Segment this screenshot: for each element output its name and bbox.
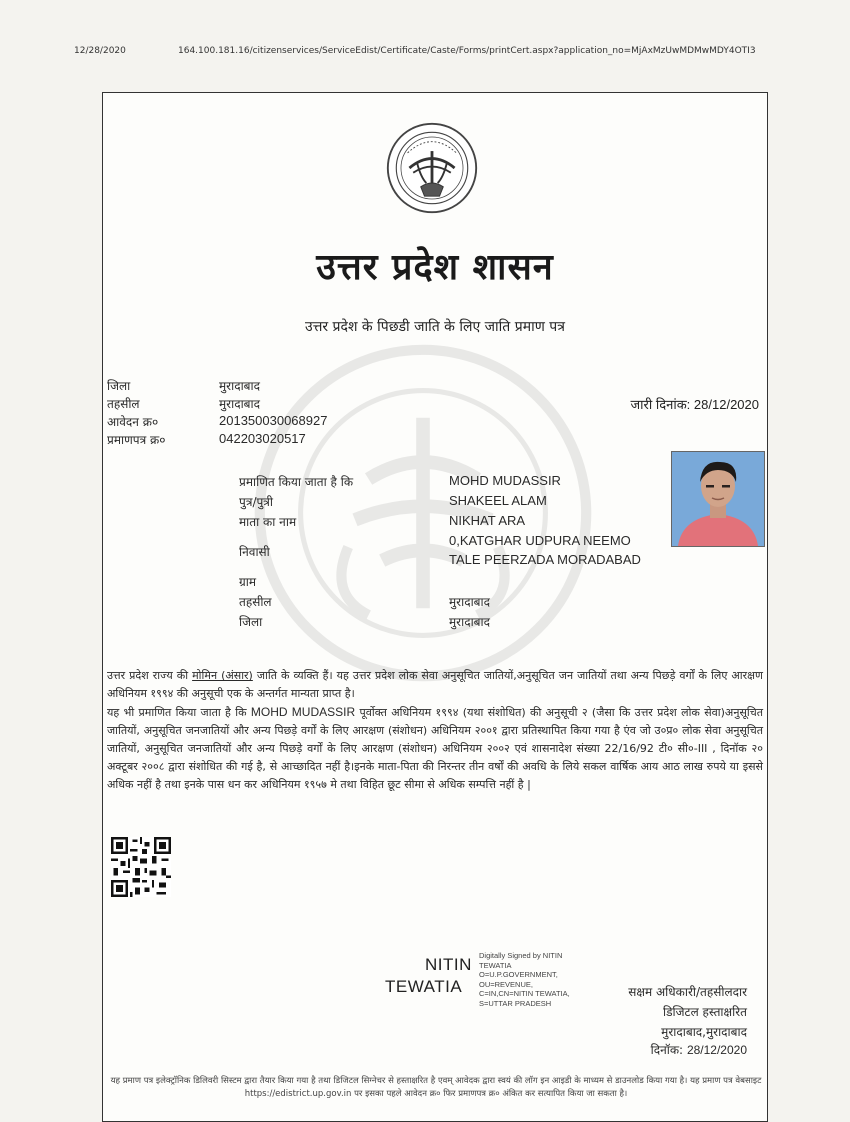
- body-p1-start: उत्तर प्रदेश राज्य की: [107, 669, 193, 682]
- body-applicant-name: MOHD MUDASSIR: [250, 705, 356, 719]
- tehsil-value: मुरादाबाद: [219, 397, 261, 411]
- address-line2: TALE PEERZADA MORADABAD: [449, 552, 641, 567]
- authority-date-label: दिनॉक:: [650, 1043, 684, 1057]
- district-label: जिला: [107, 379, 131, 393]
- father-name: SHAKEEL ALAM: [449, 493, 547, 508]
- issue-date: [631, 395, 759, 413]
- up-emblem-icon: [385, 121, 479, 215]
- print-date: 12/28/2020: [74, 46, 126, 56]
- mother-label: माता का नाम: [239, 515, 297, 529]
- signer-name-line1: NITIN: [425, 955, 472, 974]
- issue-date-label: जारी दिनांक:: [630, 397, 691, 412]
- district-label-2: जिला: [239, 615, 263, 629]
- authority-designation: सक्षम अधिकारी/तहसीलदार: [628, 985, 747, 999]
- address-line1: 0,KATGHAR UDPURA NEEMO: [449, 533, 631, 548]
- tehsil-value-2: मुरादाबाद: [449, 595, 491, 609]
- government-title: उत्तर प्रदेश शासन: [316, 247, 554, 288]
- body-paragraph-2: [107, 703, 763, 794]
- district-value-2: मुरादाबाद: [449, 615, 491, 629]
- certified-label: प्रमाणित किया जाता है कि: [239, 475, 354, 489]
- certificate-no-label: प्रमाणपत्र क्र०: [107, 433, 166, 447]
- applicant-photo: [671, 451, 765, 547]
- body-p2-start: यह भी प्रमाणित किया जाता है कि: [107, 706, 251, 719]
- resident-label: निवासी: [239, 545, 270, 559]
- certificate: [102, 92, 768, 1122]
- issue-date-value: 28/12/2020: [693, 397, 759, 412]
- authority-date-value: 28/12/2020: [686, 1043, 747, 1057]
- body-p1-end: जाति के व्यक्ति हैं। यह उत्तर प्रदेश लोक सेवा अनुसूचित जातियों,अनुसूचित जन जातियों तथा अन्य पिछड़े वर्गों के लिए आरक्षण अधिनियम १९९४ की अनुसूची एक के अन्तर्गत मान्यता प्राप्त है।: [107, 669, 763, 700]
- emblem-watermark-icon: [253, 343, 593, 683]
- signer-name-line2: TEWATIA: [385, 977, 463, 996]
- authority-date: [651, 1041, 747, 1058]
- tehsil-label: तहसील: [107, 397, 140, 411]
- mother-name: NIKHAT ARA: [449, 513, 526, 528]
- body-p2-end: पूर्वोक्त अधिनियम १९९४ (यथा संशोधित) की अनुसूची २ (जैसा कि उत्तर प्रदेश लोक सेवा)अनुसूचित जातियों, अनुसूचित जनजातियों और अन्य पिछड़े वर्गों के लिए आरक्षण (संशोधन) अधिनियम २००१ द्वारा प्रतिस्थापित किया गया है एंव जो उ०प्र० लोक सेवा अनुसूचित जातियों, अनुसूचित जनजातियों और अन्य पिछड़े वर्गों के लिए आरक्षण (संशोधन) अधिनियम २००२ एवं शासनादेश संख्या 22/16/92 टी० सी०-III , दिनॉक २० अक्टूबर २००८ द्वारा संशोधित की गई है, से आच्छादित नहीं है।इनके माता-पिता की निरन्तर तीन वर्षों की अवधि के लिये सकल वार्षिक आय आठ लाख रुपये या इससे अधिक नहीं है तथा इनके पास धन कर अधिनियम १९५७ मे तथा विहित छूट सीमा से अधिक सम्पत्ति नहीं है |: [107, 706, 763, 791]
- authority-digital: डिजिटल हस्ताक्षरित: [663, 1005, 747, 1019]
- parent-label: पुत्र/पुत्री: [239, 495, 274, 509]
- district-value: मुरादाबाद: [219, 379, 261, 393]
- print-header: [0, 46, 850, 60]
- application-no-label: आवेदन क्र०: [107, 415, 159, 429]
- application-no-value: 201350030068927: [219, 413, 328, 428]
- footer-note: यह प्रमाण पत्र इलेक्ट्रॉनिक डिलिवरी सिस्टम द्वारा तैयार किया गया है तथा डिजिटल सिग्नेचर से हस्ताक्षरित है एवम् आवेदक द्वारा स्वयं की लॉग इन आइडी के माध्यम से डाउनलोड किया गया है। यह प्रमाण पत्र वेबसाइट https://edistrict.up.gov.in पर इसका पहले आवेदन क्र० फिर प्रमाणपत्र क्र० अंकित कर सत्यापित किया जा सकता है।: [110, 1076, 762, 1099]
- body-paragraph-1: [107, 667, 763, 703]
- authority-location: मुरादाबाद,मुरादाबाद: [661, 1025, 747, 1039]
- village-label: ग्राम: [239, 575, 257, 589]
- tehsil-label-2: तहसील: [239, 595, 272, 609]
- caste-name: मोमिन (अंसार): [192, 669, 253, 682]
- print-url: 164.100.181.16/citizenservices/ServiceEdist/Certificate/Caste/Forms/printCert.aspx?application_no=MjAxMzUwMDMwMDY4OTI3: [178, 46, 756, 56]
- qr-code: [111, 837, 171, 897]
- certificate-no-value: 042203020517: [219, 431, 306, 446]
- digital-signature-info: Digitally Signed by NITIN TEWATIA O=U.P.GOVERNMENT, OU=REVENUE, C=IN,CN=NITIN TEWATIA, S=UTTAR PRADESH: [479, 951, 570, 1008]
- certificate-body: [107, 667, 763, 794]
- certificate-title: उत्तर प्रदेश के पिछडी जाति के लिए जाति प्रमाण पत्र: [305, 319, 565, 335]
- applicant-name: MOHD MUDASSIR: [449, 473, 561, 488]
